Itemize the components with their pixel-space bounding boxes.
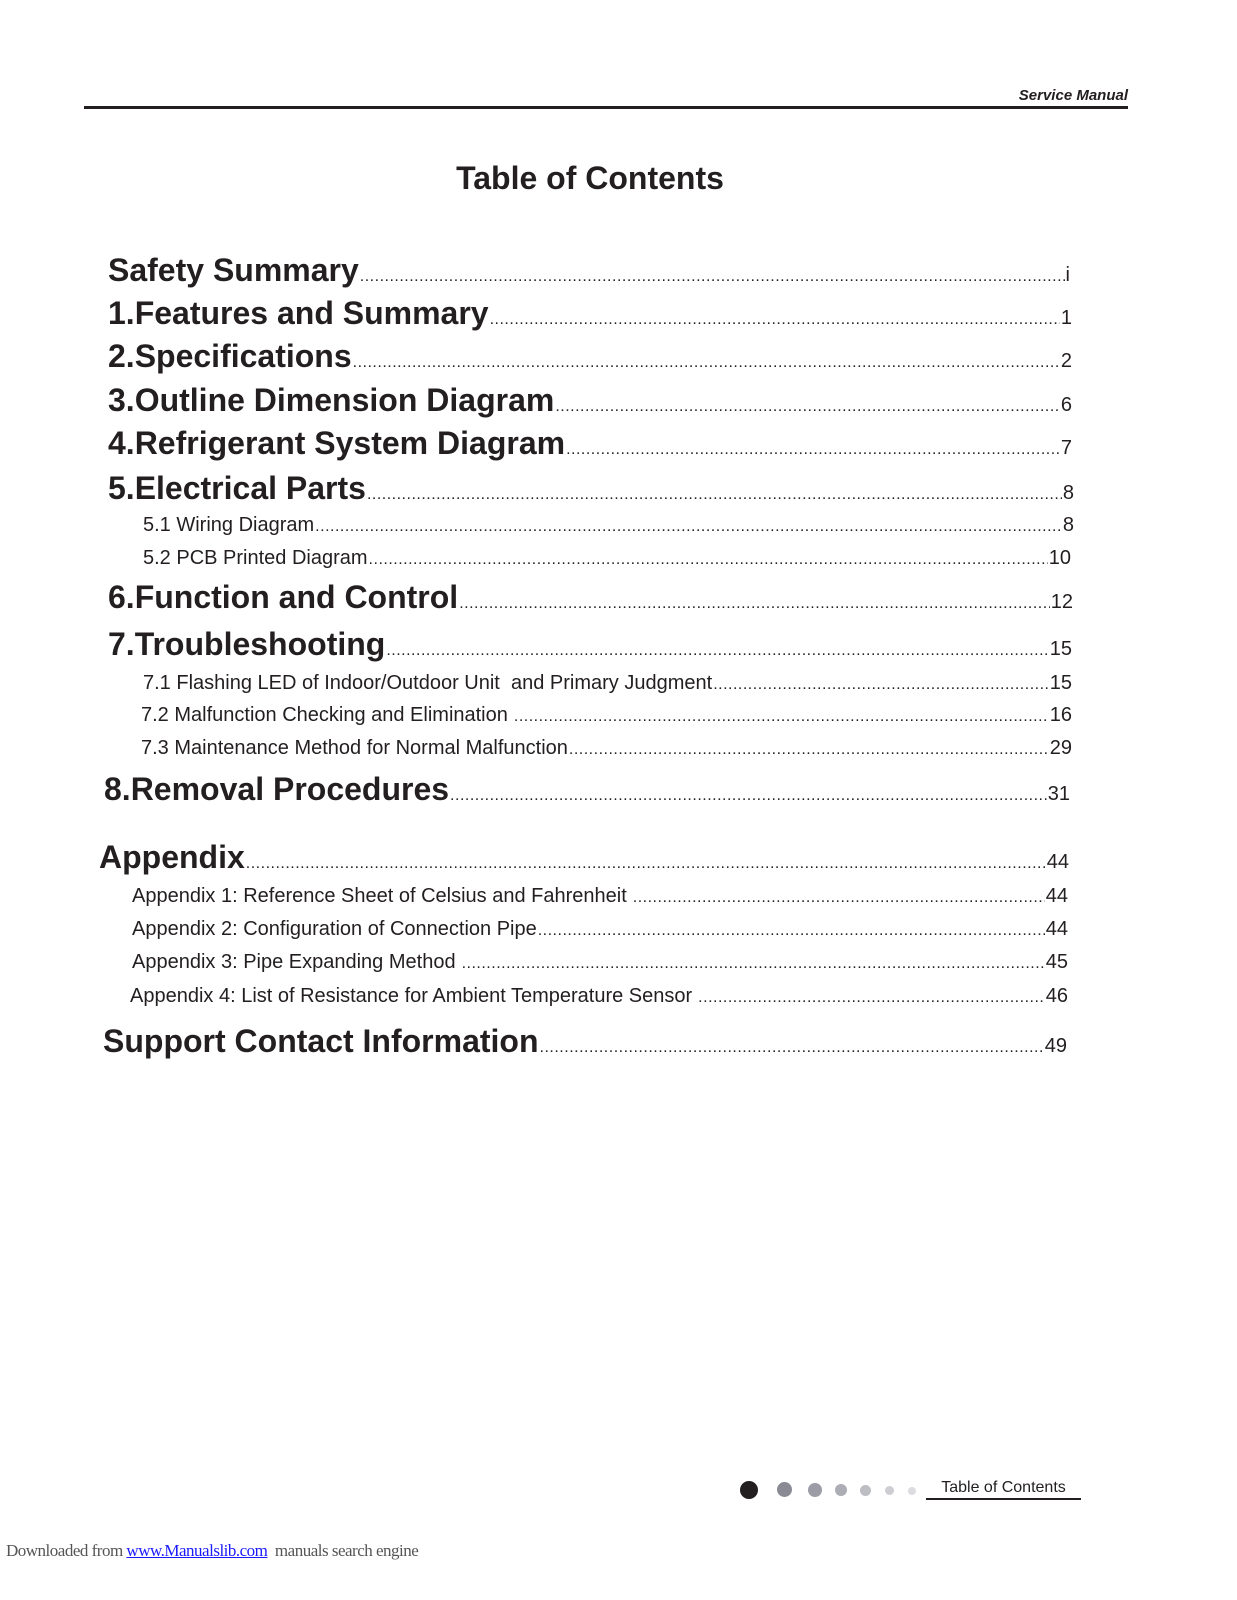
toc-leader-dots <box>246 855 1046 873</box>
toc-entry-malfunction-checking[interactable] <box>141 704 1072 727</box>
toc-section-number: 3. <box>108 382 135 418</box>
toc-entry-appendix-1[interactable] <box>132 885 1068 908</box>
toc-page-number: 44 <box>1045 918 1068 940</box>
toc-entry-safety-summary[interactable] <box>108 252 1070 289</box>
watermark-prefix: Downloaded from <box>6 1541 127 1560</box>
toc-page-number: i <box>1065 264 1070 286</box>
toc-page-number: 10 <box>1048 547 1071 569</box>
toc-page-number: 8 <box>1062 482 1074 504</box>
toc-entry-appendix-2[interactable] <box>132 918 1068 941</box>
toc-page-number: 45 <box>1045 951 1068 973</box>
toc-leader-dots <box>386 642 1048 660</box>
toc-leader-dots <box>633 889 1045 907</box>
toc-entry-text: 5.1 Wiring Diagram <box>143 514 315 536</box>
toc-entry-troubleshooting[interactable] <box>108 626 1072 663</box>
page-indicator-dot[interactable] <box>777 1482 792 1497</box>
toc-leader-dots <box>367 486 1062 504</box>
page-indicator-dot[interactable] <box>835 1484 847 1496</box>
toc-entry-text: 5.2 PCB Printed Diagram <box>143 547 368 569</box>
toc-leader-dots <box>569 741 1049 759</box>
toc-entry-support-contact[interactable] <box>103 1023 1067 1060</box>
page-indicator-dot[interactable] <box>808 1483 822 1497</box>
toc-entry-maintenance-method[interactable] <box>141 737 1072 760</box>
toc-entry-text: Features and Summary <box>134 295 489 331</box>
page-indicator-dot[interactable] <box>885 1486 894 1495</box>
toc-entry-appendix[interactable] <box>99 839 1069 876</box>
toc-page-number: 31 <box>1047 783 1070 805</box>
toc-entry-flashing-led[interactable] <box>143 672 1072 695</box>
page-indicator-dot[interactable] <box>908 1487 916 1495</box>
toc-leader-dots <box>360 268 1065 286</box>
toc-entry-text: Electrical Parts <box>134 470 366 506</box>
manualslib-link[interactable]: www.Manualslib.com <box>126 1541 268 1560</box>
toc-page-number: 8 <box>1062 514 1074 536</box>
toc-entry-text: Appendix <box>99 839 245 875</box>
toc-page-number: 12 <box>1050 591 1073 613</box>
toc-entry-outline-dimension[interactable] <box>108 382 1072 419</box>
toc-section-number: 1. <box>108 295 135 331</box>
toc-leader-dots <box>315 518 1062 536</box>
toc-leader-dots <box>538 922 1045 940</box>
toc-entry-text: Removal Procedures <box>130 771 450 807</box>
toc-entry-text: Appendix 2: Configuration of Connection Pipe <box>132 918 537 940</box>
toc-page-number: 15 <box>1049 672 1072 694</box>
toc-leader-dots <box>450 787 1047 805</box>
footer-section-label[interactable]: Table of Contents <box>926 1479 1081 1500</box>
toc-entry-text: Function and Control <box>134 579 459 615</box>
toc-section-number: 6. <box>108 579 135 615</box>
page-indicator-dot[interactable] <box>740 1481 758 1499</box>
footer-page-nav <box>740 1481 1081 1501</box>
toc-page-number: 49 <box>1044 1035 1067 1057</box>
toc-leader-dots <box>540 1039 1044 1057</box>
watermark-suffix: manuals search engine <box>267 1541 419 1560</box>
download-watermark <box>6 1541 418 1561</box>
toc-entry-pcb-diagram[interactable] <box>143 547 1071 570</box>
toc-entry-features[interactable] <box>108 295 1072 332</box>
toc-leader-dots <box>353 354 1060 372</box>
toc-entry-appendix-4[interactable] <box>130 985 1068 1008</box>
toc-leader-dots <box>462 955 1045 973</box>
toc-entry-electrical-parts[interactable] <box>108 470 1074 507</box>
toc-leader-dots <box>698 989 1045 1007</box>
toc-leader-dots <box>369 551 1048 569</box>
toc-entry-text: 7.3 Maintenance Method for Normal Malfunction <box>141 737 568 759</box>
toc-leader-dots <box>713 676 1049 694</box>
toc-entry-appendix-3[interactable] <box>132 951 1068 974</box>
toc-entry-text: Appendix 3: Pipe Expanding Method <box>132 951 456 973</box>
toc-entry-text: 7.2 Malfunction Checking and Elimination <box>141 704 508 726</box>
toc-page-number: 2 <box>1060 350 1072 372</box>
toc-page-number: 29 <box>1049 737 1072 759</box>
toc-entry-refrigerant-system[interactable] <box>108 425 1072 462</box>
page-indicator-dot[interactable] <box>860 1485 871 1496</box>
toc-entry-text: Refrigerant System Diagram <box>134 425 566 461</box>
toc-entry-text: Specifications <box>134 338 352 374</box>
page-title: Table of Contents <box>456 160 724 196</box>
toc-page-number: 6 <box>1060 394 1072 416</box>
toc-page-number: 16 <box>1049 704 1072 726</box>
header-label: Service Manual <box>1018 87 1128 104</box>
toc-page-number: 7 <box>1060 437 1072 459</box>
toc-entry-text: Outline Dimension Diagram <box>134 382 555 418</box>
toc-entry-text: Appendix 1: Reference Sheet of Celsius and Fahrenheit <box>132 885 627 907</box>
toc-entry-text: Support Contact Information <box>103 1023 539 1059</box>
toc-page-number: 1 <box>1060 307 1072 329</box>
toc-entry-removal-procedures[interactable] <box>104 771 1070 808</box>
toc-entry-text: Troubleshooting <box>134 626 386 662</box>
toc-entry-text: Appendix 4: List of Resistance for Ambient Temperature Sensor <box>130 985 693 1007</box>
toc-section-number: 5. <box>108 470 135 506</box>
toc-leader-dots <box>566 441 1060 459</box>
toc-entry-wiring-diagram[interactable] <box>143 514 1074 537</box>
toc-entry-function-control[interactable] <box>108 579 1073 616</box>
toc-section-number: 4. <box>108 425 135 461</box>
toc-section-number: 7. <box>108 626 135 662</box>
toc-leader-dots <box>490 311 1060 329</box>
toc-page-number: 46 <box>1045 985 1068 1007</box>
toc-leader-dots <box>514 708 1049 726</box>
toc-page-number: 15 <box>1049 638 1072 660</box>
header-rule <box>84 106 1128 109</box>
toc-entry-text: Safety Summary <box>108 252 359 288</box>
toc-page-number: 44 <box>1046 851 1069 873</box>
toc-leader-dots <box>555 398 1060 416</box>
toc-leader-dots <box>459 595 1050 613</box>
toc-section-number: 8. <box>104 771 131 807</box>
toc-entry-specifications[interactable] <box>108 338 1072 375</box>
toc-section-number: 2. <box>108 338 135 374</box>
toc-page-number: 44 <box>1045 885 1068 907</box>
toc-entry-text: 7.1 Flashing LED of Indoor/Outdoor Unit and Primary Judgment <box>143 672 713 694</box>
